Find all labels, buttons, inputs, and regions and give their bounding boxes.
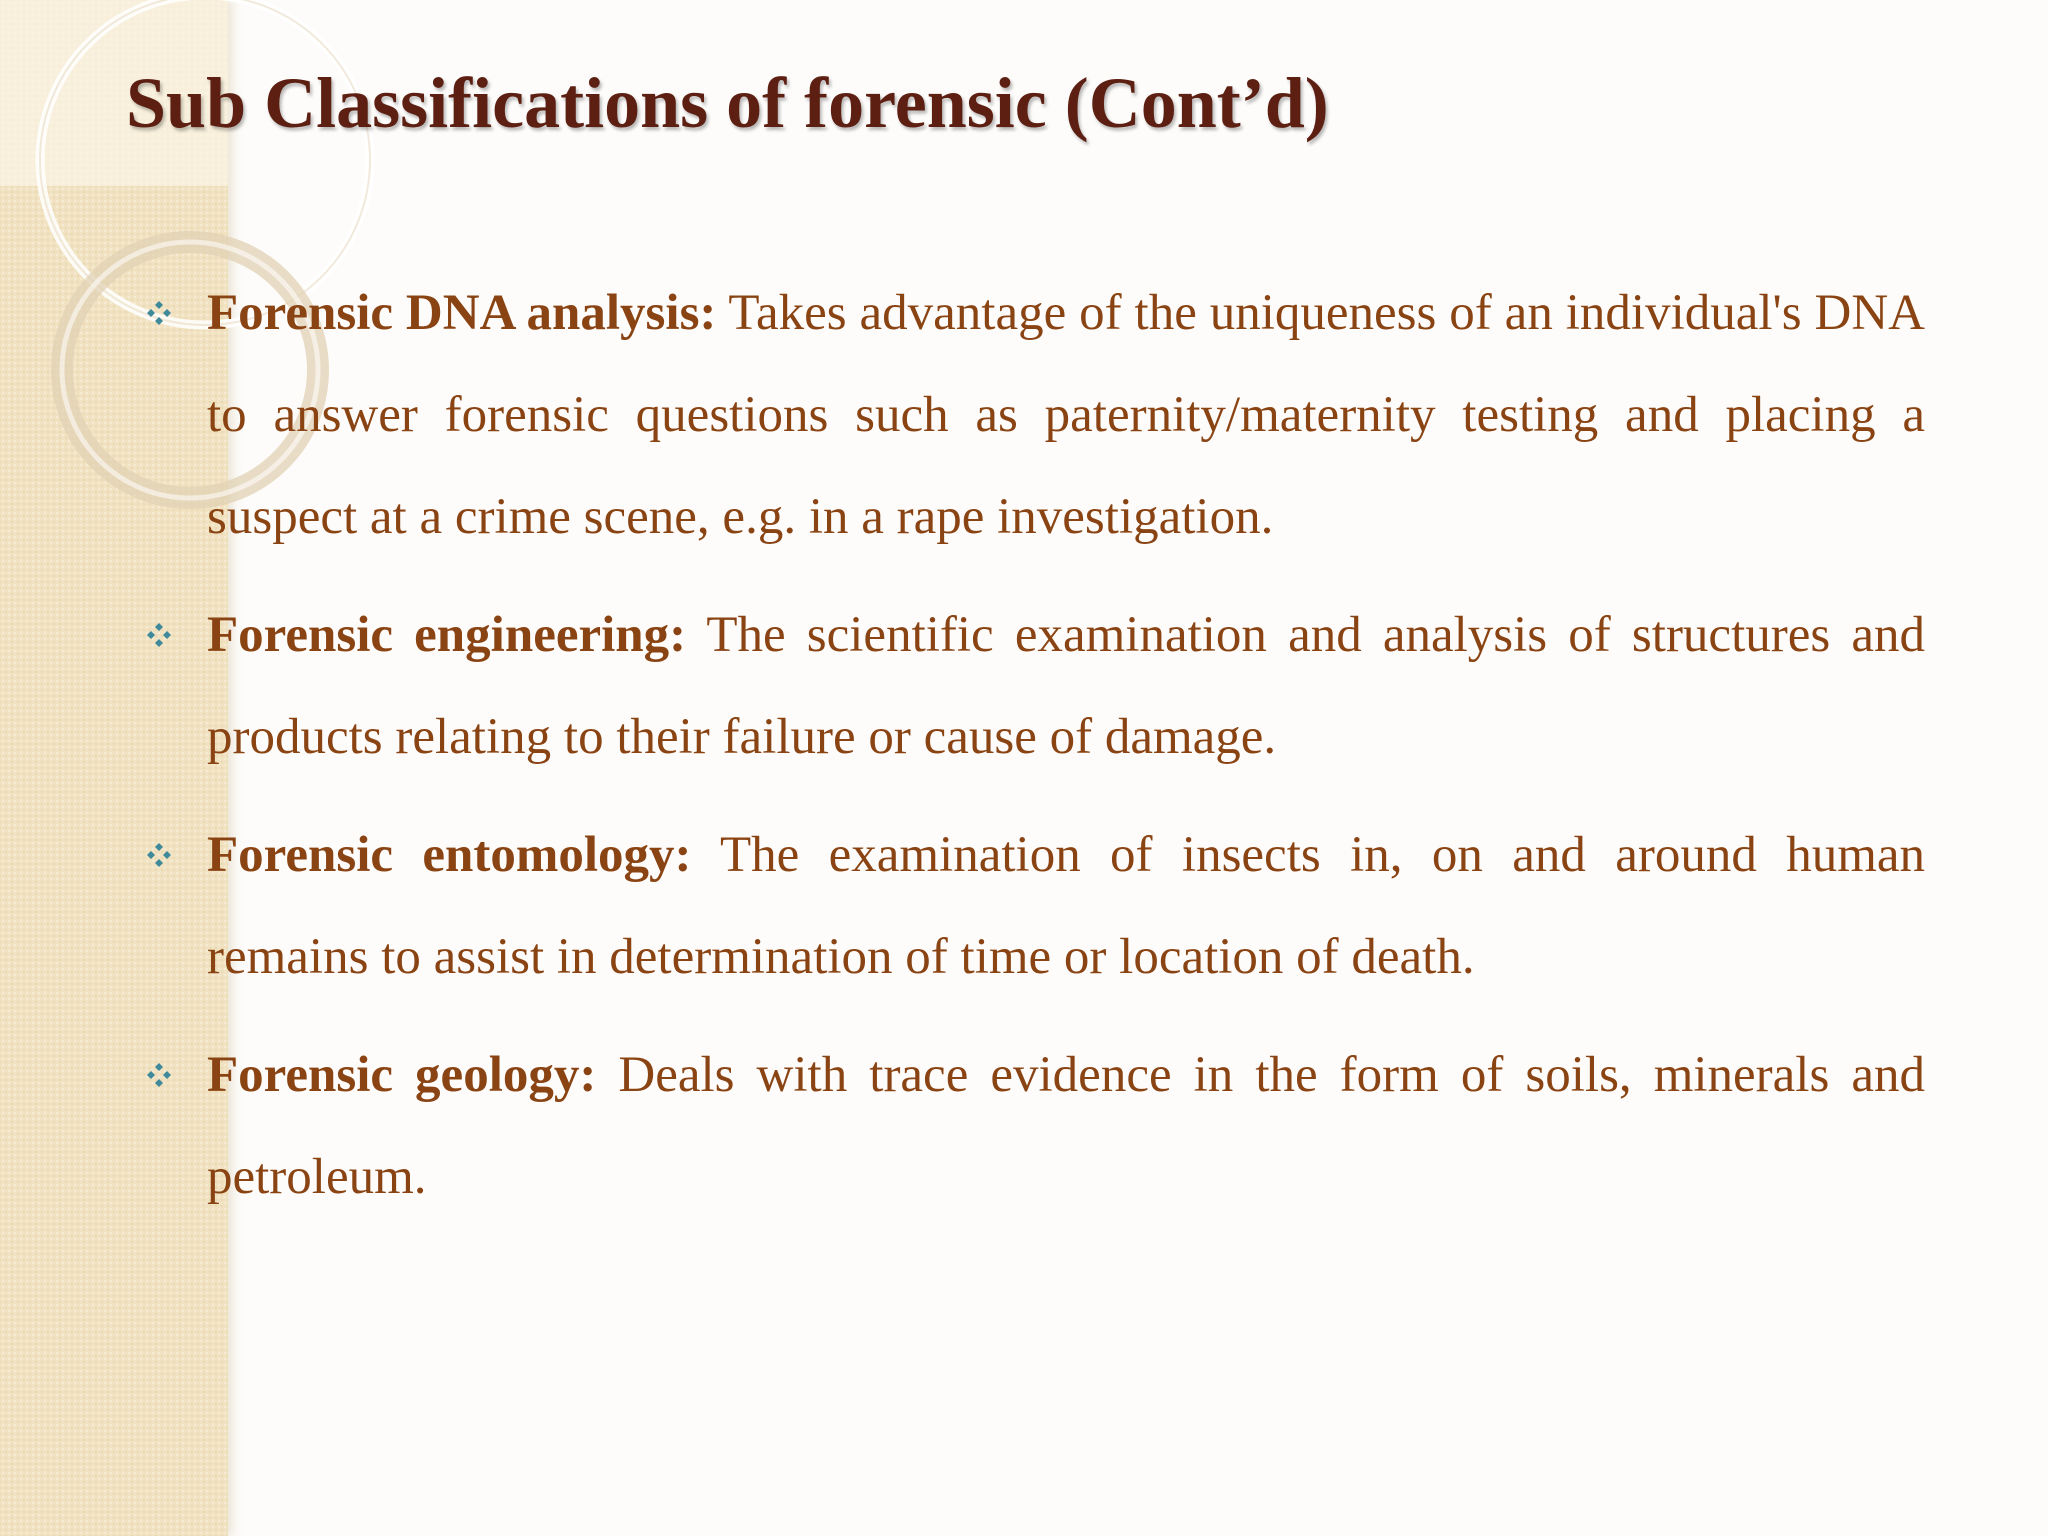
- four-diamond-bullet-icon: [145, 299, 173, 327]
- bullet-description: The scientific examination and analysis of structures and products relating to their failure or cause of damage.: [207, 607, 1925, 765]
- bullet-item-forensic-geology: [145, 1024, 1925, 1228]
- bullet-term: Forensic entomology:: [207, 827, 692, 883]
- bullet-list: [145, 262, 1925, 1244]
- slide-title: Sub Classifications of forensic (Cont’d): [126, 63, 1329, 143]
- bullet-description: The examination of insects in, on and around human remains to assist in determination of time or location of death.: [207, 827, 1926, 985]
- bullet-term: Forensic engineering:: [207, 607, 687, 663]
- bullet-term: Forensic DNA analysis:: [207, 285, 717, 341]
- bullet-item-forensic-dna-analysis: [145, 262, 1925, 568]
- four-diamond-bullet-icon: [145, 1061, 173, 1089]
- bullet-description: Deals with trace evidence in the form of soils, minerals and petroleum.: [207, 1047, 1925, 1205]
- bullet-item-forensic-entomology: [145, 804, 1925, 1008]
- four-diamond-bullet-icon: [145, 841, 173, 869]
- bullet-description: Takes advantage of the uniqueness of an individual's DNA to answer forensic questions such as paternity/maternity testing and placing a suspect at a crime scene, e.g. in a rape investigation.: [207, 285, 1925, 545]
- four-diamond-bullet-icon: [145, 621, 173, 649]
- bullet-item-forensic-engineering: [145, 584, 1925, 788]
- bullet-term: Forensic geology:: [207, 1047, 597, 1103]
